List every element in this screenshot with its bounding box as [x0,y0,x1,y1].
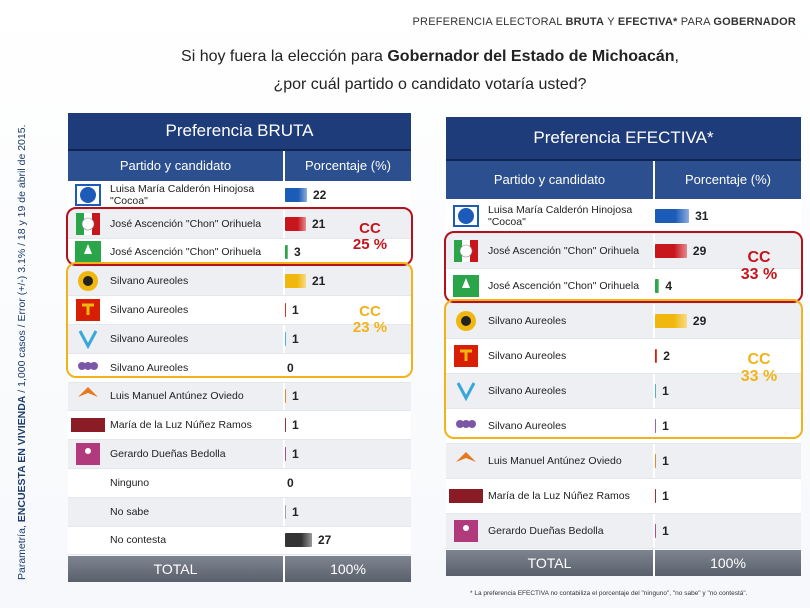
movimiento-ciudadano-logo-shape [78,387,98,397]
party-logo-cell [68,210,108,238]
panel-title: Preferencia EFECTIVA* [446,117,801,161]
table-row [68,354,411,383]
bar-value-label: 1 [292,418,299,433]
bar-value-label: 1 [662,489,669,503]
candidate-name: María de la Luz Núñez Ramos [110,419,252,432]
coalition-label [340,221,400,253]
nueva-alianza-logo [454,380,478,402]
party-logo-cell [68,440,108,468]
bar-value-label: 3 [294,245,301,260]
table-body [68,181,411,555]
party-logo-cell [446,269,486,303]
panel-preferencia-efectiva [446,117,801,576]
encuentro-social-logo-shape [454,415,478,437]
percent-cell [283,383,411,411]
morena-logo-shape [449,489,483,503]
humanista-logo [454,520,478,542]
bar [285,303,286,317]
table-row [68,267,411,296]
pan-logo [453,205,479,227]
bar [285,505,286,519]
sidebar-source [10,40,34,580]
bar [655,279,659,293]
table-row [68,469,411,498]
candidate-name: María de la Luz Núñez Ramos [488,490,630,502]
encuentro-social-logo [454,415,478,437]
candidate-name: Silvano Aureoles [488,315,567,327]
percent-cell [283,469,411,497]
candidate-name: Gerardo Dueñas Bedolla [488,525,604,537]
candidate-name: Silvano Aureoles [110,275,189,288]
nueva-alianza-logo-shape [76,328,100,350]
party-logo-cell [68,498,108,526]
percent-cell [283,267,411,295]
nueva-alianza-logo-shape [454,380,478,402]
party-logo-cell [446,409,486,443]
humanista-logo-shape [454,520,478,542]
table-row [446,409,801,444]
bar-value-label: 22 [313,187,327,202]
coalition-label-text: CC [359,303,381,321]
coalition-label-text: CC [359,219,381,237]
prd-logo-shape [83,276,93,286]
table-row [446,514,801,549]
party-logo-cell [446,444,486,478]
party-logo-cell [68,296,108,324]
bar-value-label: 1 [292,447,299,462]
bar-value-label: 0 [287,475,294,490]
percent-cell [653,444,801,478]
verde-logo [453,275,479,297]
page-title [413,16,796,28]
candidate-name: José Ascención "Chon" Orihuela [488,245,640,257]
party-logo-cell [446,304,486,338]
bar [285,332,286,346]
candidate-name: Silvano Aureoles [110,332,189,345]
percent-cell [283,440,411,468]
percent-cell [653,514,801,548]
prd-logo-shape [455,310,477,332]
source-note [10,40,34,580]
candidate-name: Luis Manuel Antúnez Oviedo [110,390,244,403]
title-bold: GOBERNADOR [713,16,796,28]
encuentro-social-logo-shape [468,420,476,428]
nueva-alianza-logo-shape [458,383,474,398]
bar [655,244,687,258]
bar [285,389,286,403]
party-logo-cell [68,411,108,439]
column-header-candidate: Partido y candidato [446,161,655,199]
party-logo-cell [68,267,108,295]
bar-value-label: 29 [692,314,707,328]
candidate-name: Luisa María Calderón Hinojosa "Cocoa" [110,182,255,207]
pri-logo-shape [82,218,94,230]
question-line-2: ¿por cuál partido o candidato votaría usted? [273,76,587,93]
bar [655,524,656,538]
coalition-label-value: 23 % [352,319,388,336]
bar-value-label: 1 [662,419,669,433]
total-label: TOTAL [446,550,655,576]
bar-value-label: 21 [312,216,326,231]
bar [285,188,307,202]
humanista-logo-shape [76,443,100,465]
question-text: , [674,48,679,65]
pri-logo-shape [460,245,472,257]
bar-value-label: 21 [312,274,326,289]
coalition-label [724,352,794,386]
title-part: Y [604,16,618,28]
bar [285,245,288,259]
panel-title: Preferencia BRUTA [68,113,411,151]
movimiento-ciudadano-logo [76,385,100,407]
bar [655,419,656,433]
pan-logo-shape [80,187,96,203]
candidate-name: No contesta [110,534,167,547]
movimiento-ciudadano-logo-shape [454,450,478,472]
percent-cell [653,409,801,443]
table-row [68,527,411,556]
table-row [68,498,411,527]
verde-logo-shape [453,275,479,297]
morena-logo-shape [71,418,105,432]
column-header-percent: Porcentaje (%) [305,158,391,173]
pri-logo-shape [454,240,478,262]
title-part: PARA [677,16,714,28]
table-row [68,383,411,412]
pt-logo-shape [454,345,478,367]
column-header-candidate: Partido y candidato [68,151,285,181]
party-logo-cell [446,374,486,408]
percent-cell [283,411,411,439]
pri-logo-shape [76,213,100,235]
percent-cell [653,304,801,338]
coalition-label-text: CC [747,249,771,267]
coalition-label-value: 25 % [352,235,388,253]
bar-value-label: 1 [292,389,299,404]
movimiento-ciudadano-logo-shape [76,385,100,407]
pt-logo [76,299,100,321]
panel-preferencia-bruta [68,113,411,582]
bar-value-label: 1 [662,384,669,398]
prd-logo-shape [461,316,471,326]
party-logo-cell [446,479,486,513]
total-value: 100% [710,555,746,571]
coalition-label-value: 33 % [740,265,778,283]
morena-logo-shape [71,418,105,432]
bar [285,274,306,288]
morena-logo-shape [449,489,483,503]
percent-cell [283,527,411,555]
party-logo-cell [68,181,108,209]
pan-logo [75,184,101,206]
bar [655,209,689,223]
party-logo-cell [68,383,108,411]
candidate-name: José Ascención "Chon" Orihuela [110,246,262,259]
party-logo-cell [446,199,486,233]
bar-value-label: 27 [318,533,332,548]
bar [285,533,312,547]
percent-cell [653,479,801,513]
percent-cell [283,181,411,209]
question-bold: Gobernador del Estado de Michoacán [387,48,675,65]
humanista-logo [76,443,100,465]
bar-value-label: 29 [692,244,707,258]
source-bold: ENCUESTA EN VIVIENDA [16,395,28,523]
party-logo-cell [446,234,486,268]
total-row [446,550,801,576]
candidate-name: José Ascención "Chon" Orihuela [488,280,640,292]
bar-value-label: 0 [287,360,294,375]
prd-logo [455,310,477,332]
bar-value-label: 1 [292,504,299,519]
bar-value-label: 31 [695,209,709,223]
source-text: / 1,000 casos / Error (+/-) 3.1% / 18 y 19 de abril de 2015. [16,124,28,396]
verde-logo [75,241,101,263]
table-row [446,479,801,514]
candidate-name: Silvano Aureoles [488,420,567,432]
pri-logo [76,213,100,235]
candidate-name: José Ascención "Chon" Orihuela [110,217,262,230]
encuentro-social-logo-shape [76,357,100,379]
percent-cell [283,498,411,526]
bar-value-label: 1 [292,303,299,318]
prd-logo-shape [77,270,99,292]
footnote: * La preferencia EFECTIVA no contabiliza el porcentaje del "ninguno", "no sabe" y "no contestá". [470,590,748,597]
total-label: TOTAL [68,556,285,582]
bar [655,314,687,328]
party-logo-cell [68,354,108,382]
table-row [446,444,801,479]
question-text: Si hoy fuera la elección para [181,48,388,65]
morena-logo [71,418,105,432]
pt-logo [454,345,478,367]
bar [285,447,286,461]
total-row [68,556,411,582]
pan-logo-shape [75,184,101,206]
bar [285,217,306,231]
coalition-label [724,250,794,284]
pan-logo-shape [458,208,474,224]
column-header-row [446,161,801,199]
bar-value-label: 1 [662,524,669,538]
bar [285,418,286,432]
candidate-name: Silvano Aureoles [488,350,567,362]
party-logo-cell [68,325,108,353]
encuentro-social-logo-shape [90,362,98,370]
humanista-logo-shape [85,448,91,454]
source-text: Parametría, [16,522,28,580]
table-row [446,199,801,234]
party-logo-cell [446,339,486,373]
coalition-label-value: 33 % [740,367,778,385]
bar [655,454,656,468]
title-bold: EFECTIVA* [617,16,678,28]
movimiento-ciudadano-logo-shape [456,452,476,462]
party-logo-cell [68,527,108,555]
column-header-percent: Porcentaje (%) [685,172,771,187]
title-bold: BRUTA [565,16,605,28]
title-part: PREFERENCIA ELECTORAL [412,16,566,28]
percent-cell [653,199,801,233]
candidate-name: Gerardo Dueñas Bedolla [110,448,226,461]
bar-value-label: 1 [292,331,299,346]
prd-logo [77,270,99,292]
table-row [68,181,411,210]
table-row [68,411,411,440]
party-logo-cell [68,469,108,497]
question-line-1 [60,48,800,66]
bar [655,489,656,503]
party-logo-cell [68,239,108,267]
bar [655,384,656,398]
verde-logo-shape [75,241,101,263]
pan-logo-shape [453,205,479,227]
coalition-label [340,304,400,336]
bar-value-label: 1 [662,454,669,468]
column-header-row [68,151,411,181]
total-value: 100% [330,561,366,578]
morena-logo [449,489,483,503]
humanista-logo-shape [463,525,469,531]
encuentro-social-logo [76,357,100,379]
pri-logo [454,240,478,262]
table-row [446,304,801,339]
candidate-name: Silvano Aureoles [110,361,189,374]
percent-cell [283,354,411,382]
nueva-alianza-logo [76,328,100,350]
party-logo-cell [446,514,486,548]
table-body [446,199,801,549]
candidate-name: Silvano Aureoles [110,304,189,317]
candidate-name: Luisa María Calderón Hinojosa "Cocoa" [488,204,633,228]
pt-logo-shape [76,299,100,321]
bar-value-label: 2 [663,349,670,363]
candidate-name: Silvano Aureoles [488,385,567,397]
candidate-name: Luis Manuel Antúnez Oviedo [488,455,622,467]
bar-value-label: 4 [665,279,673,293]
bar [655,349,657,363]
nueva-alianza-logo-shape [80,331,96,346]
table-row [68,440,411,469]
movimiento-ciudadano-logo [454,450,478,472]
candidate-name: No sabe [110,505,150,518]
coalition-label-text: CC [747,351,771,369]
candidate-name: Ninguno [110,476,150,489]
